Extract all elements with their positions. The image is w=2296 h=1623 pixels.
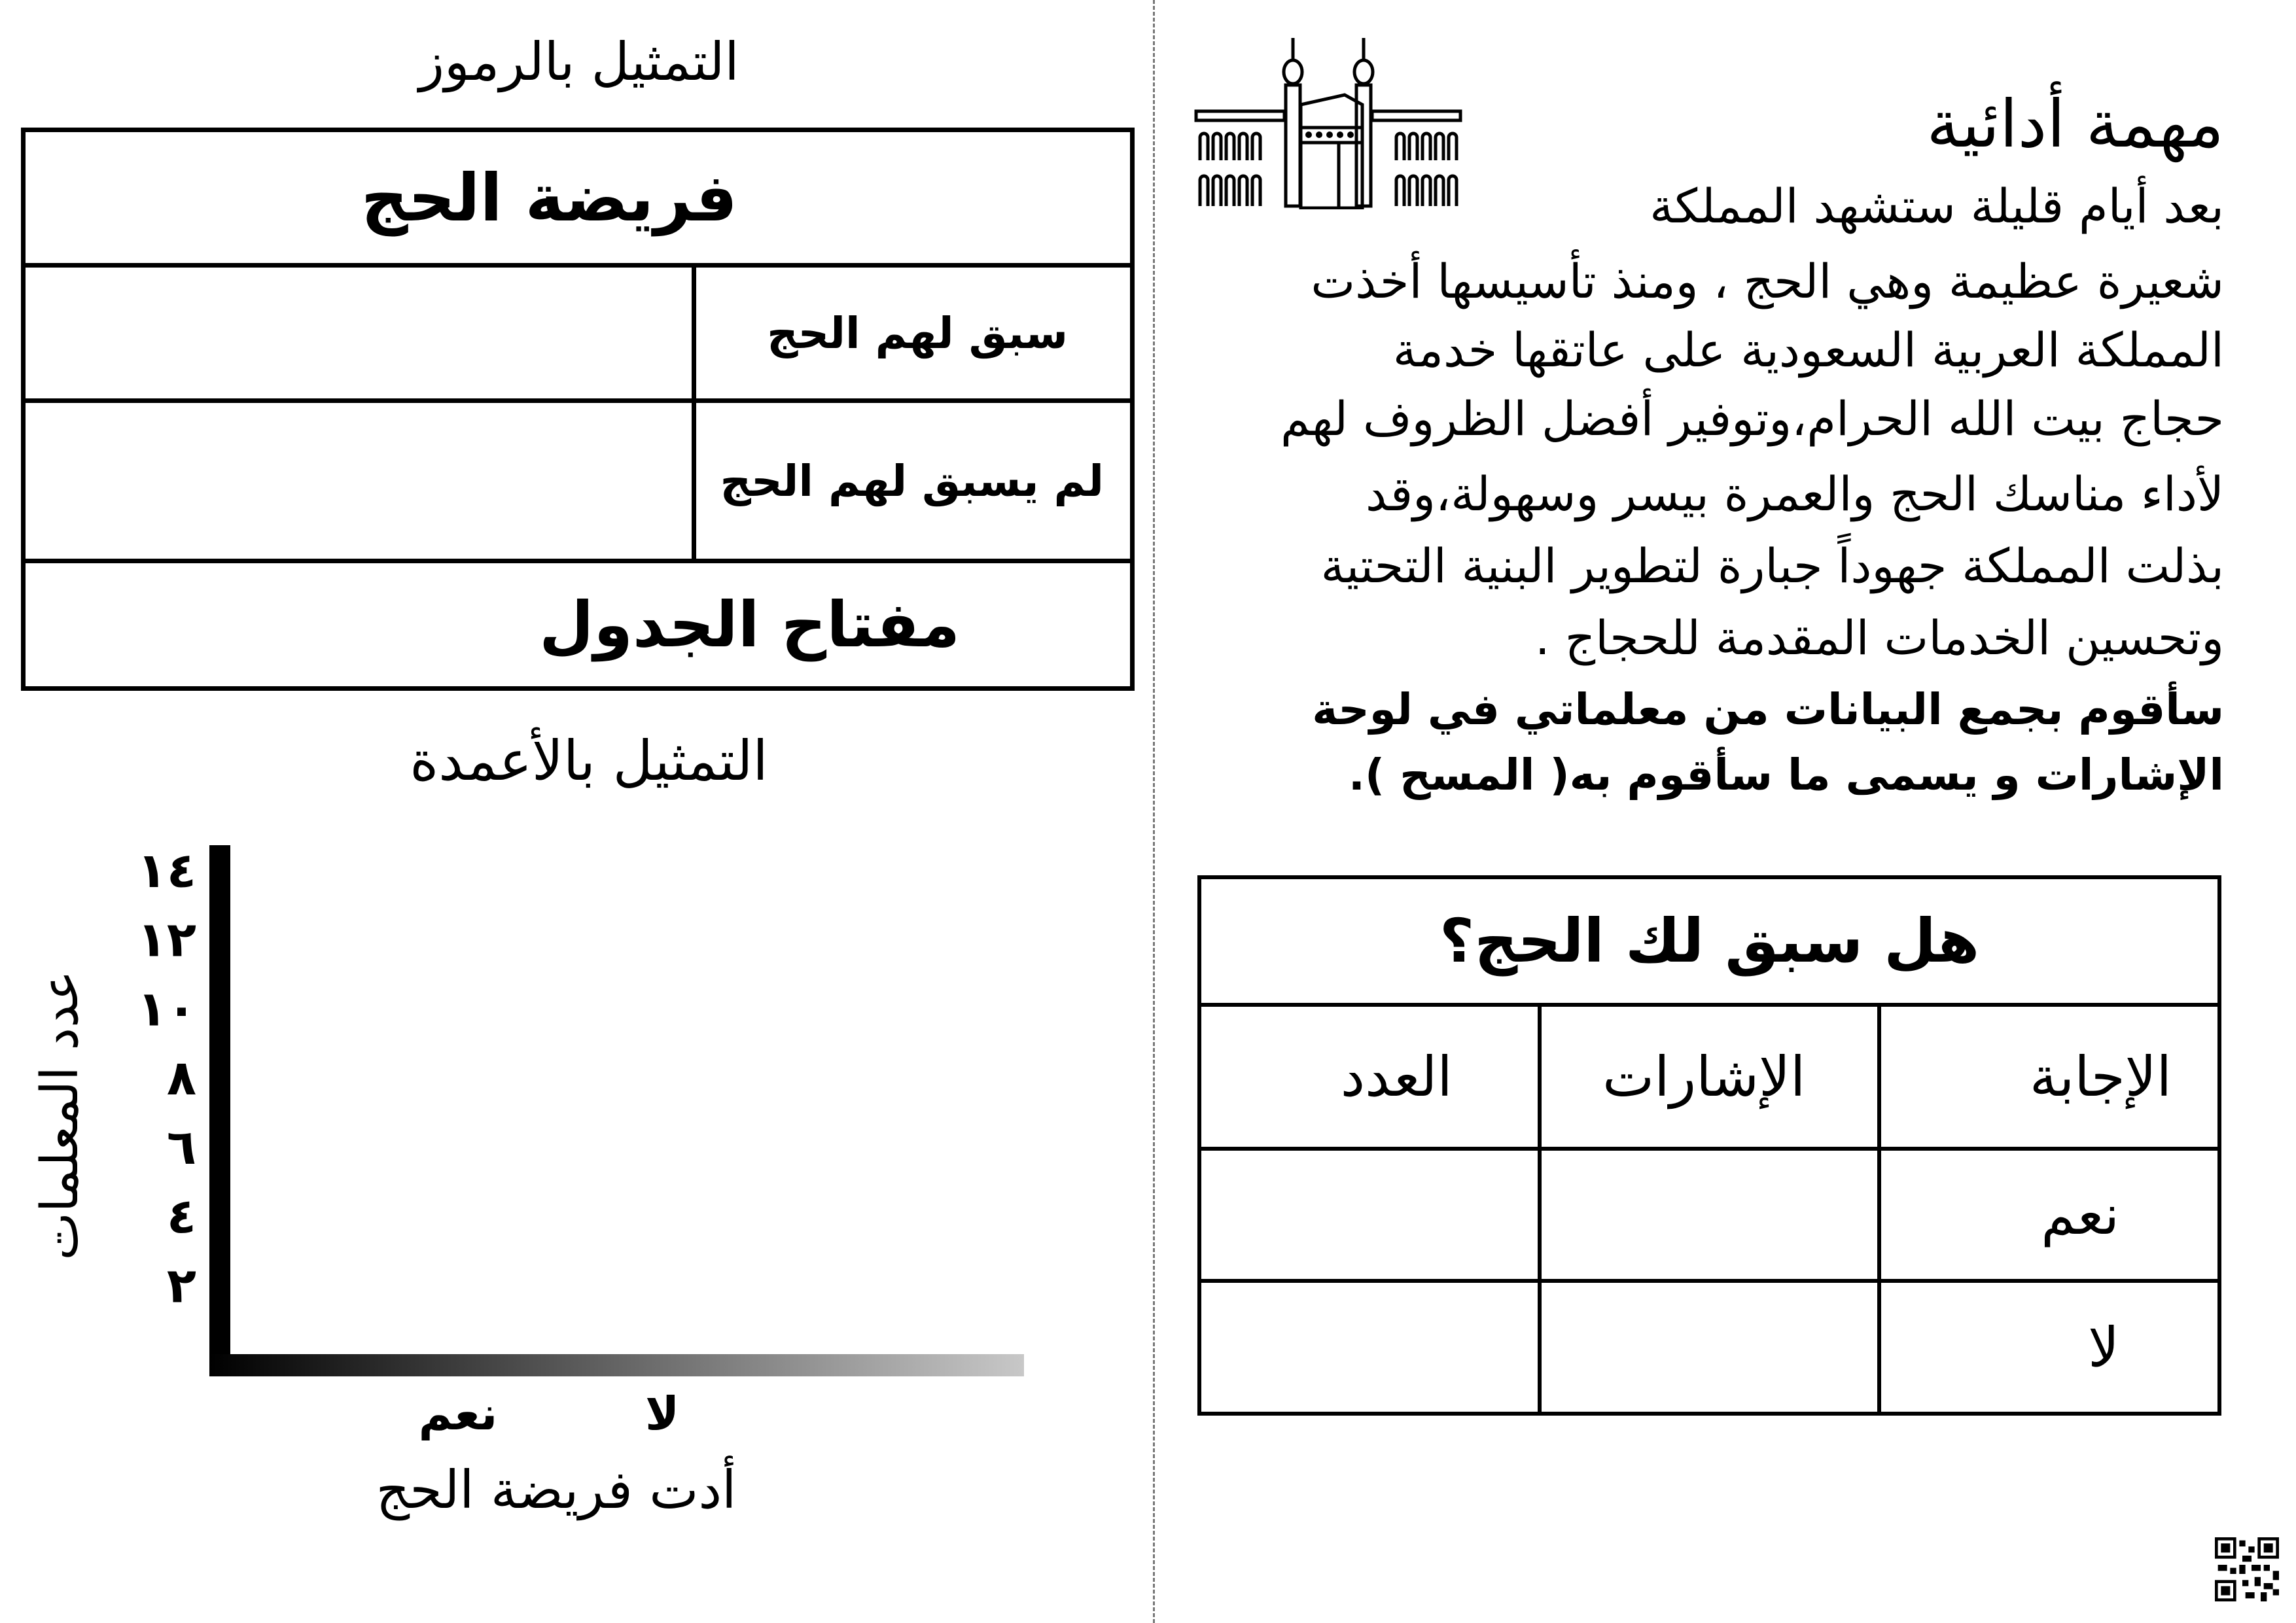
- table-key: مفتاح الجدول: [24, 561, 1133, 689]
- qr-code-icon: [2215, 1537, 2279, 1601]
- pictograph-title: فريضة الحج: [24, 130, 1133, 266]
- header-answer: الإجابة: [1879, 1005, 2219, 1149]
- symbol-section-title: التمثيل بالرموز: [419, 31, 739, 92]
- survey-question: هل سبق لك الحج؟: [1199, 877, 2219, 1005]
- paragraph-line: شعيرة عظيمة وهي الحج ، ومنذ تأسيسها أخذت: [1311, 254, 2224, 309]
- instruction-line: الإشارات و يسمى ما سأقوم به( المسح ).: [1348, 750, 2224, 800]
- x-tick-label: لا: [645, 1387, 680, 1440]
- y-tick-label: ٨: [166, 1050, 196, 1107]
- x-axis: [209, 1354, 1024, 1376]
- page-divider: [1153, 0, 1155, 1623]
- x-axis-label: أدت فريضة الحج: [376, 1459, 737, 1520]
- count-yes-cell[interactable]: [1199, 1149, 1540, 1281]
- task-title: مهمة أدائية: [1926, 86, 2224, 162]
- instruction-line: سأقوم بجمع البيانات من معلماتي في لوحة: [1312, 684, 2224, 735]
- answer-no: لا: [1879, 1281, 2219, 1414]
- tally-no-cell[interactable]: [1540, 1281, 1880, 1414]
- x-tick-label: نعم: [418, 1387, 498, 1440]
- bar-section-title: التمثيل بالأعمدة: [410, 729, 768, 793]
- answer-yes: نعم: [1879, 1149, 2219, 1281]
- y-tick-label: ٢: [166, 1257, 196, 1314]
- paragraph-line: المملكة العربية السعودية على عاتقها خدمة: [1392, 323, 2224, 377]
- y-tick-label: ١٤: [137, 843, 196, 899]
- y-tick-label: ٦: [166, 1119, 196, 1176]
- pictograph-table: [21, 128, 1135, 691]
- count-no-cell[interactable]: [1199, 1281, 1540, 1414]
- symbols-not-performed-cell[interactable]: [24, 401, 694, 561]
- y-tick-label: ١٢: [137, 911, 196, 968]
- tally-yes-cell[interactable]: [1540, 1149, 1880, 1281]
- paragraph-line: لأداء مناسك الحج والعمرة بيسر وسهولة،وقد: [1365, 466, 2224, 521]
- paragraph-line: بذلت المملكة جهوداً جبارة لتطوير البنية التحتية: [1320, 538, 2224, 593]
- y-tick-label: ٤: [166, 1188, 196, 1245]
- paragraph-line: بعد أيام قليلة ستشهد المملكة: [1650, 179, 2224, 234]
- symbols-performed-cell[interactable]: [24, 266, 694, 401]
- header-tally: الإشارات: [1540, 1005, 1880, 1149]
- y-axis: [209, 845, 230, 1376]
- row-label-performed: سبق لهم الحج: [694, 266, 1133, 401]
- survey-table: [1197, 875, 2221, 1416]
- y-axis-label: عدد المعلمات: [31, 970, 90, 1261]
- paragraph-line: وتحسين الخدمات المقدمة للحجاج .: [1534, 610, 2224, 665]
- kaaba-icon: [1191, 33, 1466, 209]
- paragraph-line: حجاج بيت الله الحرام،وتوفير أفضل الظروف لهم: [1280, 391, 2224, 446]
- row-label-not-performed: لم يسبق لهم الحج: [694, 401, 1133, 561]
- y-tick-label: ١٠: [137, 981, 196, 1038]
- header-count: العدد: [1199, 1005, 1540, 1149]
- bar-chart: [0, 831, 1112, 1550]
